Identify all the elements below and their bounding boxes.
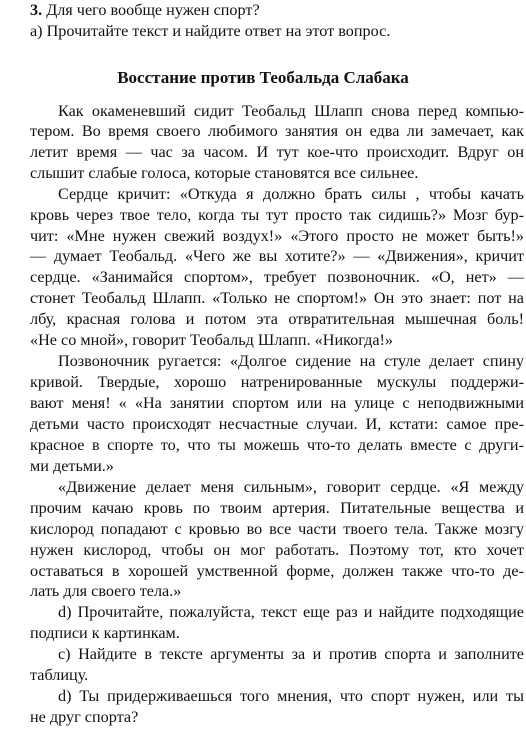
text-line: красное в спорте то, что ты можешь что-то делать вместе с други- [30, 435, 524, 454]
question-number: 3. [30, 1, 43, 19]
text-line: тером. Во время своего любимого занятия он едва ли замечает, как [30, 121, 524, 140]
text-line: — думает Теобальд. «Чего же вы хотите?» — «Движения», кричит [30, 247, 524, 266]
text-line: вают меня! « «На занятии спортом или на улице с неподвижными [30, 394, 524, 413]
text-line: прочим качаю кровь по твоим артерия. Питательные вещества и [30, 498, 524, 517]
text-line: кривой. Твердые, хорошо натренированные мускулы поддержи- [30, 373, 524, 392]
text-line: оставаться в хорошей умственной форме, должен также что-то де- [30, 561, 524, 580]
article-title: Восстание против Теобальда Слабака [117, 67, 409, 87]
text-line: Позвоночник ругается: «Долгое сидение на стуле делает спину [58, 352, 524, 371]
question-text: Для чего вообще нужен спорт? [42, 1, 260, 19]
task-d1: d) Прочитайте, пожалуйста, текст еще раз и найдите подходящие [58, 603, 524, 622]
text-line: лбу, красная голова и потом эта отвратительная мышечная боль! [30, 310, 524, 329]
task-c: c) Найдите в тексте аргументы за и против спорта и заполните [58, 645, 524, 664]
text-line: стонет Теобальд Шлапп. «Только не спортом!» Он это знает: пот на [30, 289, 524, 308]
text-line: Сердце кричит: «Откуда я должно брать силы , чтобы качать [58, 184, 524, 203]
text-line: сердце. «Занимайся спортом», требует позвоночник. «О, нет» — [30, 268, 524, 287]
text-line: нужен кислород, чтобы он мог работать. Поэтому тот, кто хочет [30, 540, 524, 559]
text-line: чит: «Мне нужен свежий воздух!» «Этого просто не может быть!» [30, 226, 524, 245]
task-c-cont: таблицу. [30, 666, 89, 685]
task-a: а) Прочитайте текст и найдите ответ на этот вопрос. [30, 21, 391, 40]
text-line: кровь через твое тело, когда ты тут просто так сидишь?» Мозг бур- [30, 205, 524, 224]
task-d1-cont: подписи к картинкам. [30, 624, 180, 643]
task-d2: d) Ты придерживаешься того мнения, что спорт нужен, или ты [58, 687, 524, 706]
task-d2-cont: не друг спорта? [30, 708, 139, 727]
text-line: Как окаменевший сидит Теобальд Шлапп снова перед компью- [58, 101, 524, 120]
text-line: «Движение делает меня сильным», говорит сердце. «Я между [58, 477, 524, 496]
text-line: летит время — час за часом. И тут кое-что происходит. Вдруг он [30, 142, 524, 161]
text-line: лать для своего тела.» [30, 582, 182, 601]
text-line: ми детьми.» [30, 456, 114, 475]
text-line: детьми часто происходят несчастные случаи. И, кстати: самое пре- [30, 414, 524, 433]
text-line: кислород попадают с кровью во все части твоего тела. Также мозгу [30, 519, 524, 538]
question-line [30, 0, 260, 21]
text-line: слышит слабые голоса, которые становятся все сильнее. [30, 163, 419, 182]
text-line: «Не со мной», говорит Теобальд Шлапп. «Никогда!» [30, 331, 393, 350]
